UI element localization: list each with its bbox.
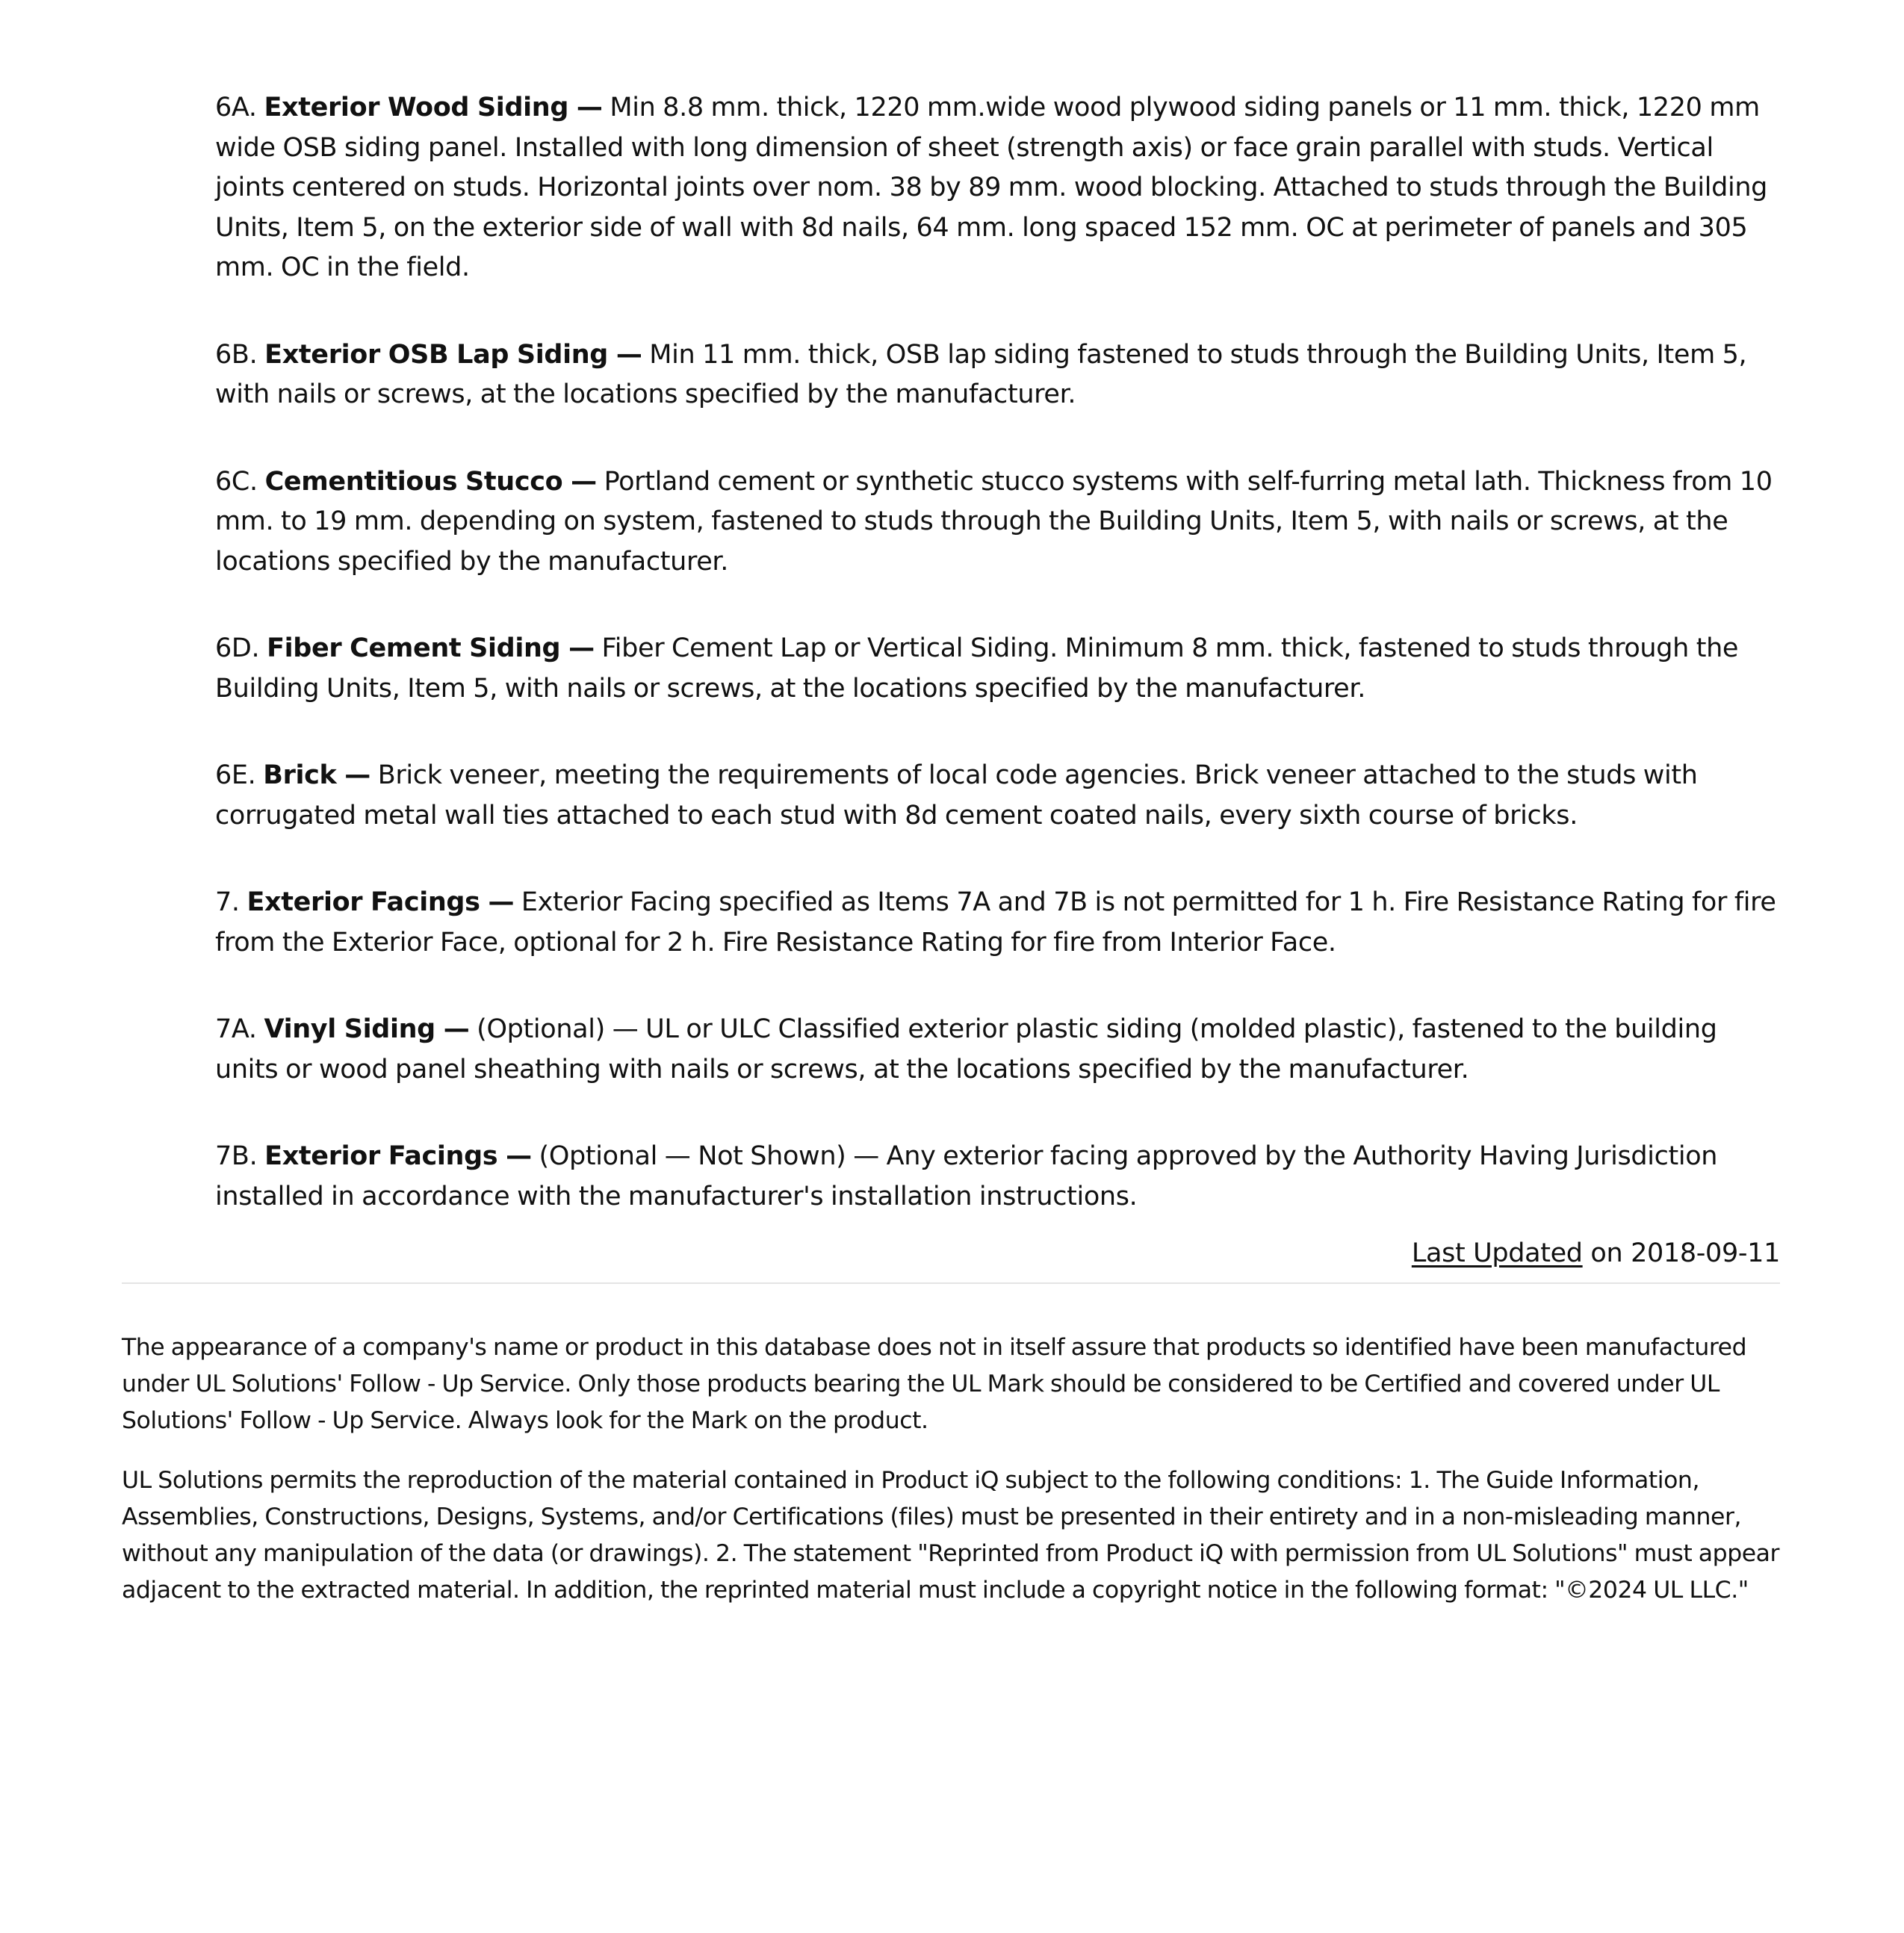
item-description: Min 11 mm. thick, OSB lap siding fastened to studs through the Building Units, Item 5, with nails or screws, at the locations specified by the manufacturer. <box>215 339 1747 409</box>
item-6d <box>215 629 1780 709</box>
footer <box>122 1329 1780 1632</box>
item-6a <box>215 88 1780 288</box>
item-6c <box>215 462 1780 583</box>
item-number: 7B. <box>215 1141 258 1171</box>
item-title: Exterior Wood Siding — <box>264 93 603 122</box>
item-description: Fiber Cement Lap or Vertical Siding. Minimum 8 mm. thick, fastened to studs through the Building Units, Item 5, with nails or screws, at the locations specified by the manufacturer. <box>215 633 1739 704</box>
item-title: Cementitious Stucco — <box>264 466 597 497</box>
divider <box>122 1282 1780 1284</box>
item-title: Brick — <box>263 760 370 790</box>
item-6b <box>215 335 1780 415</box>
item-title: Exterior OSB Lap Siding — <box>264 339 642 370</box>
item-title: Exterior Facings — <box>264 1141 532 1171</box>
item-number: 6C. <box>215 466 258 497</box>
last-updated-date: on 2018-09-11 <box>1590 1238 1780 1268</box>
item-6e <box>215 756 1780 836</box>
item-number: 6E. <box>215 760 256 790</box>
footer-disclaimer: The appearance of a company's name or product in this database does not in itself assure that products so identified have been manufactured under UL Solutions' Follow - Up Service. Only those products bearing the UL Mark should be considered to be Certified and covered under UL Solutions' Follow - Up Service. Always look for the Mark on the product. <box>122 1334 1747 1434</box>
item-description: Portland cement or synthetic stucco systems with self-furring metal lath. Thickness from 10 mm. to 19 mm. depending on system, fastened to studs through the Building Units, Item 5, with nails or screws, at the locations specified by the manufacturer. <box>215 466 1773 577</box>
item-description: (Optional) — UL or ULC Classified exterior plastic siding (molded plastic), fastened to the building units or wood panel sheathing with nails or screws, at the locations specified by the manufacturer. <box>215 1014 1717 1085</box>
item-description: Min 8.8 mm. thick, 1220 mm.wide wood plywood siding panels or 11 mm. thick, 1220 mm wide OSB siding panel. Installed with long dimension of sheet (strength axis) or face grain parallel with studs. Vertical joints centered on studs. Horizontal joints over nom. 38 by 89 mm. wood blocking. Attached to studs through the Building Units, Item 5, on the exterior side of wall with 8d nails, 64 mm. long spaced 152 mm. OC at perimeter of panels and 305 mm. OC in the field. <box>215 93 1768 282</box>
item-description: (Optional — Not Shown) — Any exterior facing approved by the Authority Having Jurisdiction installed in accordance with the manufacturer's installation instructions. <box>215 1141 1718 1211</box>
item-number: 7. <box>215 887 240 917</box>
item-7b <box>215 1137 1780 1217</box>
item-number: 6D. <box>215 633 260 663</box>
footer-reproduction-notice: UL Solutions permits the reproduction of the material contained in Product iQ subject to the following conditions: 1. The Guide Information, Assemblies, Constructions, Designs, Systems, and/or Certifications (files) must be presented in their entirety and in a non-misleading manner, without any manipulation of the data (or drawings). 2. The statement "Reprinted from Product iQ with permission from UL Solutions" must appear adjacent to the extracted material. In addition, the reprinted material must include a copyright notice in the following format: "©2024 UL LLC." <box>122 1467 1780 1604</box>
item-description: Brick veneer, meeting the requirements of local code agencies. Brick veneer attached to the studs with corrugated metal wall ties attached to each stud with 8d cement coated nails, every sixth course of bricks. <box>215 760 1698 831</box>
item-7a <box>215 1010 1780 1090</box>
item-description: Exterior Facing specified as Items 7A and 7B is not permitted for 1 h. Fire Resistance Rating for fire from the Exterior Face, optional for 2 h. Fire Resistance Rating for fire from Interior Face. <box>215 887 1776 958</box>
assembly-items <box>215 88 1780 1274</box>
item-title: Fiber Cement Siding — <box>267 633 595 663</box>
item-7 <box>215 883 1780 963</box>
item-title: Exterior Facings — <box>246 887 515 917</box>
item-title: Vinyl Siding — <box>264 1014 470 1044</box>
item-number: 6A. <box>215 93 257 122</box>
item-number: 7A. <box>215 1014 257 1044</box>
last-updated-link[interactable]: Last Updated <box>1411 1238 1583 1268</box>
item-number: 6B. <box>215 339 258 370</box>
last-updated <box>215 1234 1780 1274</box>
